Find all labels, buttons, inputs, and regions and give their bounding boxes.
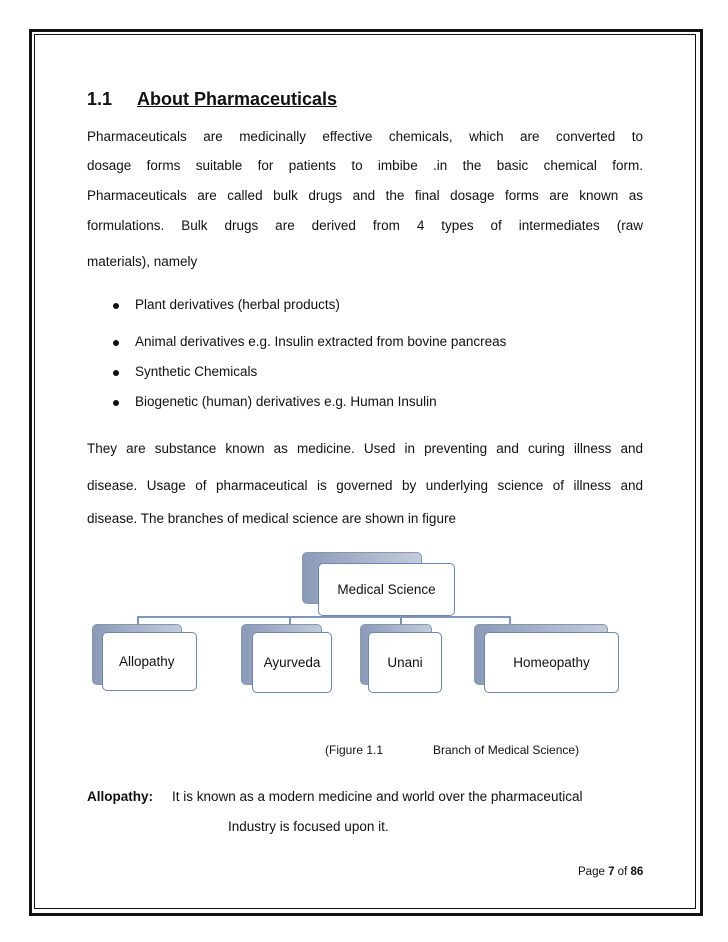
child-node-unani: Unani [368,632,442,693]
section-title: About Pharmaceuticals [137,89,338,109]
para2-line: disease. The branches of medical science are shown in figure [87,511,456,526]
bullet-icon [113,400,119,406]
intro-line: dosage forms suitable for patients to imbibe .in the basic chemical form. [87,158,643,173]
intro-line: Pharmaceuticals are medicinally effective chemicals, which are converted to [87,129,643,144]
allopathy-line: It is known as a modern medicine and world over the pharmaceutical [172,789,583,804]
bullet-icon [113,340,119,346]
bullet-item: Animal derivatives e.g. Insulin extracted from bovine pancreas [135,334,507,349]
allopathy-term: Allopathy: [87,789,153,804]
child-node-ayurveda: Ayurveda [252,632,332,693]
figure-label: (Figure 1.1 [325,743,384,757]
intro-line: Pharmaceuticals are called bulk drugs and the final dosage forms are known as [87,188,643,203]
para2-line: They are substance known as medicine. Used in preventing and curing illness and [87,441,643,456]
bullet-item: Synthetic Chemicals [135,364,258,379]
section-number: 1.1 [87,89,113,109]
intro-line: formulations. Bulk drugs are derived from 4 types of intermediates (raw [87,218,643,233]
bullet-item: Plant derivatives (herbal products) [135,297,340,312]
root-node: Medical Science [318,563,455,616]
allopathy-line: Industry is focused upon it. [228,819,389,834]
connector-line [137,616,510,618]
page-number: 7 [608,866,615,878]
page-footer [578,866,643,878]
child-node-allopathy: Allopathy [102,632,197,691]
page-word: Page [578,866,605,878]
bullet-icon [113,303,119,309]
of-word: of [617,866,628,878]
intro-line: materials), namely [87,254,198,269]
bullet-icon [113,370,119,376]
bullet-item: Biogenetic (human) derivatives e.g. Human Insulin [135,394,437,409]
figure-title: Branch of Medical Science) [433,743,580,757]
child-node-homeopathy: Homeopathy [484,632,619,693]
para2-line: disease. Usage of pharmaceutical is governed by underlying science of illness and [87,478,643,493]
total-pages: 86 [630,866,644,878]
